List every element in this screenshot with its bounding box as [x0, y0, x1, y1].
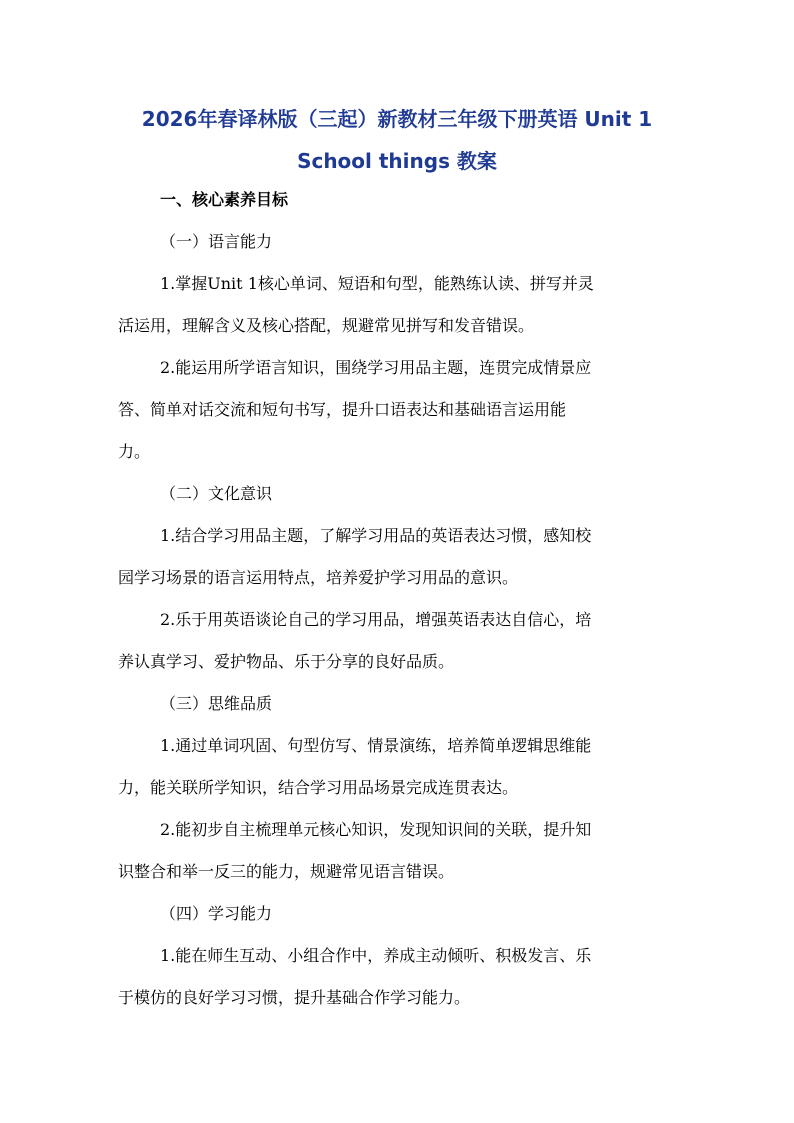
- paragraph-line: 2.能运用所学语言知识，围绕学习用品主题，连贯完成情景应: [160, 358, 592, 377]
- paragraph-line: 1.掌握Unit 1核心单词、短语和句型，能熟练认读、拼写并灵: [160, 274, 594, 293]
- subheading-thinking-quality: （三）思维品质: [160, 694, 273, 713]
- document-title-line-2: School things 教案: [297, 149, 497, 173]
- paragraph-line: 于模仿的良好学习习惯，提升基础合作学习能力。: [118, 988, 471, 1007]
- subheading-language-ability: （一）语言能力: [160, 232, 273, 251]
- section-heading-core-goals: 一、核心素养目标: [160, 190, 289, 209]
- paragraph-line: 1.能在师生互动、小组合作中，养成主动倾听、积极发言、乐: [160, 946, 592, 965]
- paragraph-line: 1.结合学习用品主题，了解学习用品的英语表达习惯，感知校: [160, 526, 592, 545]
- document-title-line-1: 2026年春译林版（三起）新教材三年级下册英语 Unit 1: [141, 107, 653, 131]
- paragraph-line: 1.通过单词巩固、句型仿写、情景演练，培养简单逻辑思维能: [160, 736, 592, 755]
- paragraph-line: 答、简单对话交流和短句书写，提升口语表达和基础语言运用能: [118, 400, 567, 419]
- paragraph-line: 力。: [118, 442, 151, 461]
- paragraph-line: 2.乐于用英语谈论自己的学习用品，增强英语表达自信心，培: [160, 610, 592, 629]
- subheading-cultural-awareness: （二）文化意识: [160, 484, 273, 503]
- paragraph-line: 园学习场景的语言运用特点，培养爱护学习用品的意识。: [118, 568, 519, 587]
- paragraph-line: 力，能关联所学知识，结合学习用品场景完成连贯表达。: [118, 778, 519, 797]
- subheading-learning-ability: （四）学习能力: [160, 904, 273, 923]
- paragraph-line: 养认真学习、爱护物品、乐于分享的良好品质。: [118, 652, 455, 671]
- paragraph-line: 活运用，理解含义及核心搭配，规避常见拼写和发音错误。: [118, 316, 535, 335]
- paragraph-line: 识整合和举一反三的能力，规避常见语言错误。: [118, 862, 455, 881]
- paragraph-line: 2.能初步自主梳理单元核心知识，发现知识间的关联，提升知: [160, 820, 592, 839]
